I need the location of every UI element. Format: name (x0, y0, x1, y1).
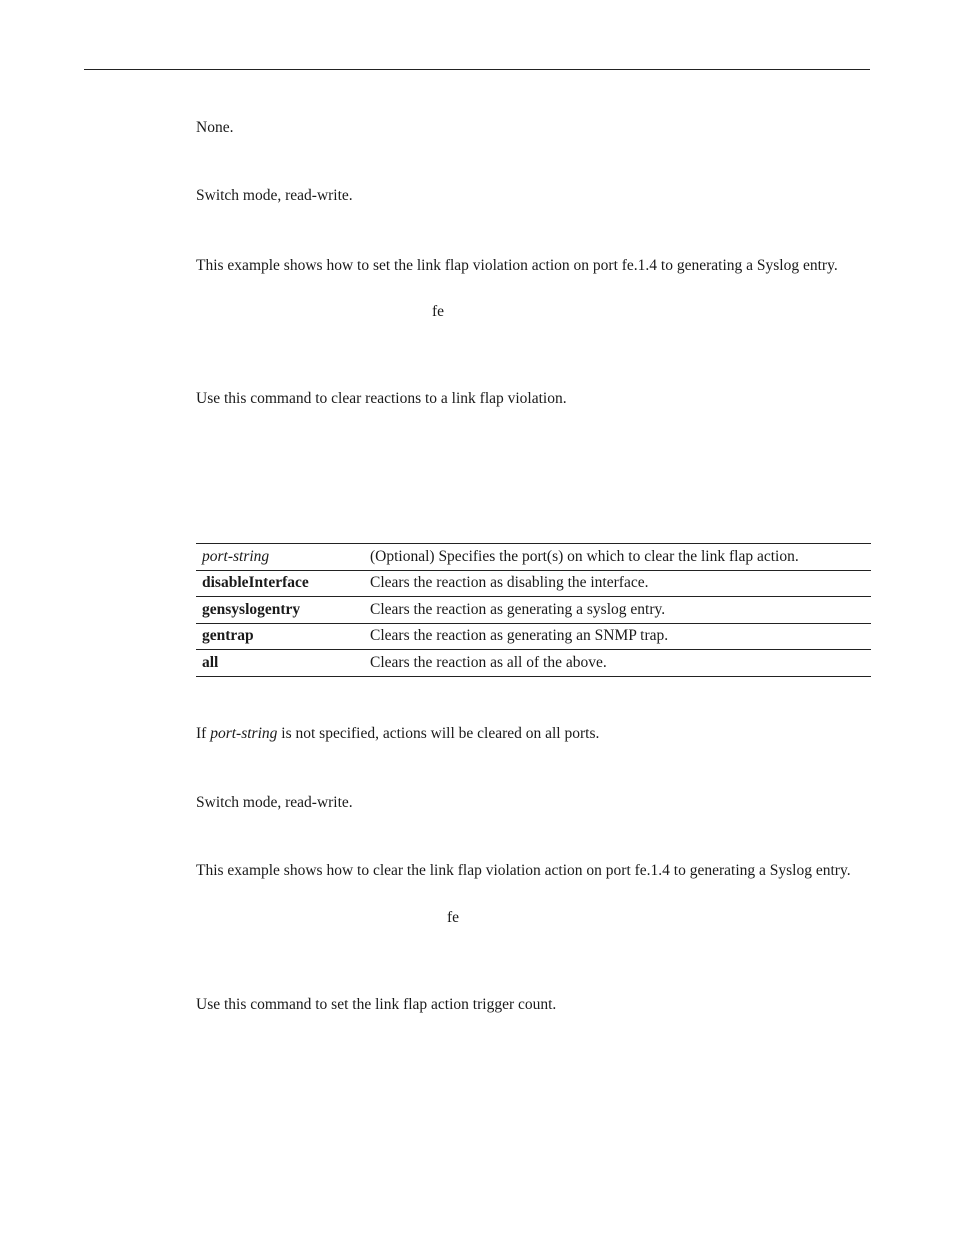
defaults-prefix: If (196, 725, 211, 742)
clear-command-description: Use this command to clear reactions to a link flap violation. (196, 390, 567, 407)
example-description: This example shows how to set the link flap violation action on port fe.1.4 to generating a Syslog entry. (196, 257, 838, 274)
mode-text: Switch mode, read-write. (196, 187, 353, 204)
defaults-term: port-string (210, 725, 278, 742)
mode-text-2: Switch mode, read-write. (196, 794, 353, 811)
parameters-table (196, 543, 871, 677)
param-name: gensyslogentry (202, 600, 301, 618)
example-code-fragment: fe (432, 303, 445, 320)
table-row (196, 544, 871, 571)
header-rule (84, 69, 870, 70)
defaults-text: None. (196, 119, 234, 136)
defaults-text-2 (196, 724, 872, 743)
param-description: Clears the reaction as disabling the interface. (364, 570, 871, 597)
example-code-fragment-2: fe (447, 909, 460, 926)
trigger-command-description: Use this command to set the link flap action trigger count. (196, 996, 557, 1013)
param-description: Clears the reaction as generating a syslog entry. (364, 597, 871, 624)
table-row (196, 597, 871, 624)
param-name: all (202, 653, 219, 671)
table-row (196, 650, 871, 677)
param-name: port-string (202, 547, 270, 565)
param-description: Clears the reaction as all of the above. (364, 650, 871, 677)
param-name: disableInterface (202, 574, 309, 592)
param-description: Clears the reaction as generating an SNMP trap. (364, 623, 871, 650)
defaults-suffix: is not specified, actions will be cleared on all ports. (277, 725, 600, 742)
param-description: (Optional) Specifies the port(s) on which to clear the link flap action. (364, 544, 871, 571)
table-row (196, 623, 871, 650)
table-row (196, 570, 871, 597)
example-description-2: This example shows how to clear the link flap violation action on port fe.1.4 to generating a Syslog entry. (196, 862, 851, 879)
param-name: gentrap (202, 627, 254, 645)
